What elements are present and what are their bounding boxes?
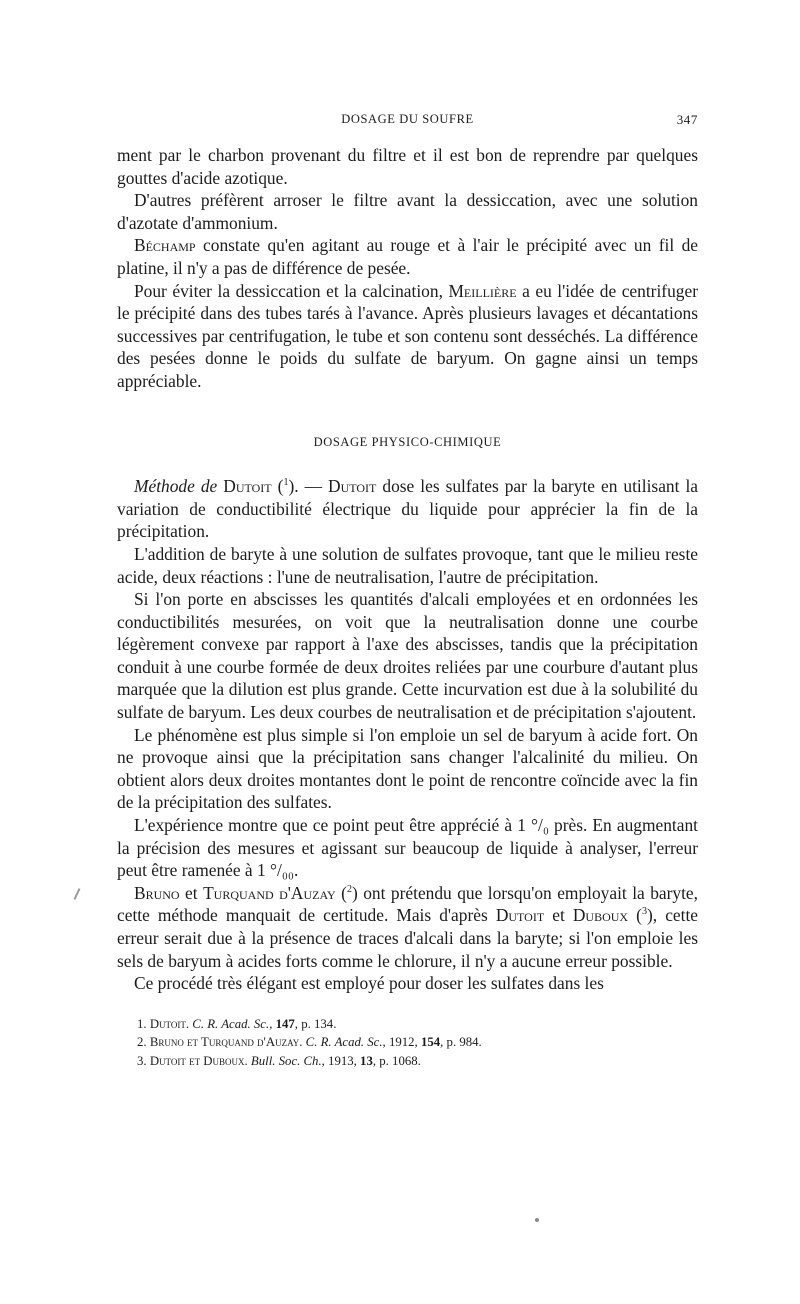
footnote-journal: Bull. Soc. Ch. [250,1053,322,1068]
author-name: Béchamp [134,235,196,256]
author-name: Bruno [134,882,180,903]
footnote-journal: C. R. Acad. Sc. [192,1016,270,1031]
footnote-ref: 3 [641,906,647,918]
author-name: Turquand d'Auzay [203,882,336,903]
footnote-separator: , [269,1016,276,1031]
footnote-number: 3. [137,1053,147,1068]
paragraph: Le phénomène est plus simple si l'on emploie un sel de baryum à acide fort. On ne provoque ainsi que la précipitation sans changer l'alcalinité du milieu. On obtient alors deux droites montantes dont le point de rencontre coïncide avec la fin de la précipitation des sulfates. [117,724,698,813]
paragraph: L'addition de baryte à une solution de sulfates provoque, tant que le milieu reste acide, deux réactions : l'une de neutralisation, l'autre de précipitation. [117,543,698,587]
footnote [137,1015,698,1034]
footnote-authors: Dutoit et Duboux. [149,1053,248,1068]
paragraph: D'autres préfèrent arroser le filtre avant la dessiccation, avec une solution d'azotate d'ammonium. [117,190,698,233]
paragraph-text: . [293,860,299,881]
footnotes [117,1015,698,1071]
paragraph-text: ont prétendu que lorsqu'on employait la baryte, cette méthode manquait de certitude. Mais d'après [117,882,698,926]
body-text [117,144,698,995]
footnote-volume: 154 [420,1035,441,1050]
paragraph: Ce procédé très élégant est employé pour doser les sulfates dans les [134,973,604,994]
running-title: DOSAGE DU SOUFRE [341,112,474,126]
paragraph: Si l'on porte en abscisses les quantités d'alcali employées et en ordonnées les conductibilités mesurées, on voit que la neutralisation donne une courbe légèrement convexe par rapport à l'axe des abscisses, tandis que la précipitation conduit à une courbe formée de deux droites reliées par une courbure d'autant plus marquée que la dilution est plus grande. Cette incurvation est due à la solubilité du sulfate de baryum. Les deux courbes de neutralisation et de précipitation s'ajoutent. [117,589,698,723]
footnote-authors: Bruno et Turquand d'Auzay. [149,1035,303,1050]
percent-unit: °/₀ [531,815,549,836]
paragraph-text: a eu l'idée de centrifuger le précipité dans des tubes tarés à l'avance. Après plusieurs lavages et décantations successives par centrifugation, le tube et son contenu sont desséchés. La différence des pesées donne le poids du sulfate de baryum. On gagne ainsi un temps appréciable. [117,280,698,391]
author-name: Duboux [572,905,629,926]
dash: . — [294,476,329,497]
paragraph-text: , cette erreur serait due à la présence de traces d'alcali dans la baryte; si l'on emploie les sels de baryum à acides forts comme le chlorure, il n'y a aucune erreur possible. [117,905,699,971]
footnote-separator: , 1913, [321,1053,361,1068]
method-label: Méthode de [134,476,218,497]
footnote-pages: , p. 984. [440,1035,482,1050]
footnote-ref: 2 [346,884,352,896]
paragraph-methode: Méthode de Dutoit ($^1$). — Dutoit dose les sulfates par la baryte en utilisant la variation de conductibilité électrique du liquide pour apprécier la fin de la précipitation. [117,476,699,542]
paragraph-text: constate qu'en agitant au rouge et à l'air le précipité avec un fil de platine, il n'y a pas de différence de pesée. [117,235,698,278]
footnote-ref: 1 [283,477,289,489]
footnote-authors: Dutoit. [149,1016,190,1031]
author-name: Dutoit [328,476,377,497]
paragraph-bruno: Bruno et Turquand d'Auzay ($^2$) ont prétendu que lorsqu'on employait la baryte, cette méthode manquait de certitude. Mais d'après Dutoit et Duboux ($^3$), cette erreur serait due à la présence de traces d'alcali dans la baryte; si l'on emploie les sels de baryum à acides forts comme le chlorure, il n'y a aucune erreur possible. [117,882,699,971]
page-number: 347 [676,112,698,127]
author-name: Meillière [448,280,517,301]
footnote-pages: , p. 1068. [372,1053,421,1068]
paragraph-experience [117,814,698,882]
paragraph-text: dose les sulfates par la baryte en utilisant la variation de conductibilité électrique du liquide pour apprécier la fin de la précipitation. [117,476,699,542]
ink-speck [535,1218,539,1222]
book-page [117,108,698,1070]
paragraph-meilliere [117,280,698,393]
paragraph-text: près. En augmentant la précision des mesures et agissant sur beaucoup de liquide à analyser, l'erreur peut être ramenée à 1 [117,815,698,881]
paragraph: ment par le charbon provenant du filtre et il est bon de reprendre par quelques gouttes d'acide azotique. [117,145,698,188]
paragraph-bechamp [117,234,698,279]
author-name: Dutoit [495,905,545,926]
footnote-volume: 147 [275,1016,295,1031]
footnote-separator: , 1912, [382,1035,421,1050]
margin-pencil-mark [74,888,81,900]
footnote [137,1052,698,1071]
paragraph-text: L'expérience montre que ce point peut être apprécié à 1 [134,815,532,836]
footnote-journal: C. R. Acad. Sc. [305,1035,383,1050]
footnote [137,1033,698,1052]
footnote-number: 1. [137,1016,147,1031]
conjunction: et [179,882,204,903]
footnote-volume: 13 [360,1053,373,1068]
permille-unit: °/₀₀ [270,860,294,881]
running-head [117,108,698,132]
conjunction: et [544,905,573,926]
footnote-pages: , p. 134. [294,1016,337,1031]
author-name: Dutoit [223,476,272,497]
paragraph-text: Pour éviter la dessiccation et la calcination, [134,280,449,301]
footnote-number: 2. [137,1035,147,1050]
section-heading: DOSAGE PHYSICO-CHIMIQUE [313,434,502,449]
